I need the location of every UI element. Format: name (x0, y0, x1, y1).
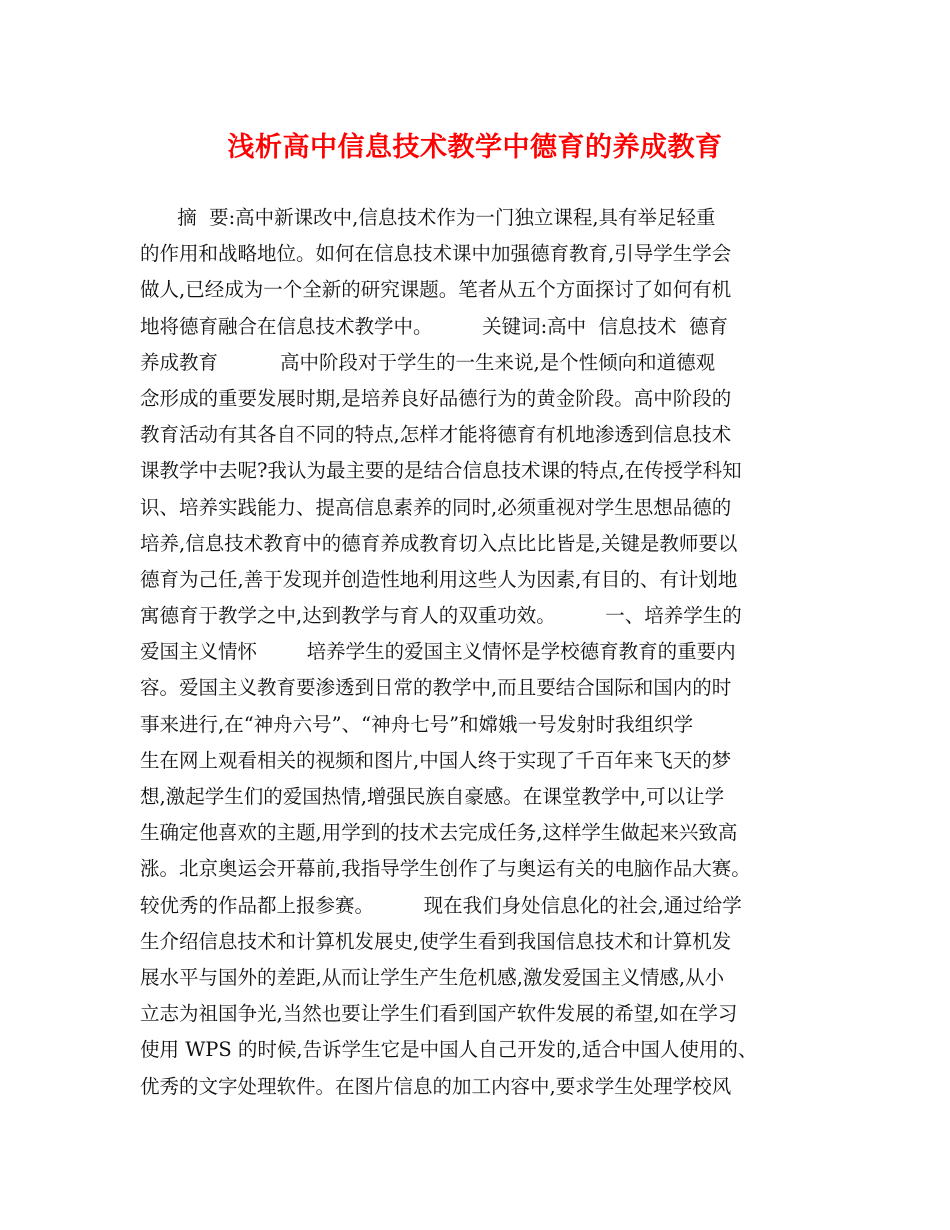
body-line: 教育活动有其各自不同的特点,怎样才能将德育有机地渗透到信息技术 (140, 423, 732, 447)
body-line: 优秀的文字处理软件。在图片信息的加工内容中,要求学生处理学校风 (140, 1074, 732, 1098)
body-line: 较优秀的作品都上报参赛。 现在我们身处信息化的社会,通过给学 (140, 893, 742, 917)
body-line: 生介绍信息技术和计算机发展史,使学生看到我国信息技术和计算机发 (140, 929, 732, 953)
body-line: 课教学中去呢?我认为最主要的是结合信息技术课的特点,在传授学科知 (140, 459, 742, 483)
body-line: 事来进行,在“神舟六号”、“神舟七号”和嫦娥一号发射时我组织学 (140, 712, 694, 736)
body-line: 生在网上观看相关的视频和图片,中国人终于实现了千百年来飞天的梦 (140, 748, 732, 772)
body-line: 德育为己任,善于发现并创造性地利用这些人为因素,有目的、有计划地 (140, 567, 738, 591)
body-line: 涨。北京奥运会开幕前,我指导学生创作了与奥运有关的电脑作品大赛。 (140, 857, 751, 881)
body-line: 生确定他喜欢的主题,用学到的技术去完成任务,这样学生做起来兴致高 (140, 821, 738, 845)
document-body (140, 200, 820, 1105)
body-line: 养成教育 高中阶段对于学生的一生来说,是个性倾向和道德观 (140, 350, 716, 374)
body-line: 培养,信息技术教育中的德育养成教育切入点比比皆是,关键是教师要以 (140, 531, 738, 555)
document-title: 浅析高中信息技术教学中德育的养成教育 (227, 132, 723, 163)
body-line: 摘 要:高中新课改中,信息技术作为一门独立课程,具有举足轻重 (140, 206, 716, 229)
body-line: 容。爱国主义教育要渗透到日常的教学中,而且要结合国际和国内的时 (140, 676, 732, 700)
body-line: 识、培养实践能力、提高信息素养的同时,必须重视对学生思想品德的 (140, 495, 732, 519)
body-line: 展水平与国外的差距,从而让学生产生危机感,激发爱国主义情感,从小 (140, 965, 725, 989)
body-line: 想,激起学生们的爱国热情,增强民族自豪感。在课堂教学中,可以让学 (140, 785, 725, 808)
body-line: 做人,已经成为一个全新的研究课题。笔者从五个方面探讨了如何有机 (140, 278, 732, 302)
body-line: 寓德育于教学之中,达到教学与育人的双重功效。 一、培养学生的 (140, 604, 742, 628)
body-line: 立志为祖国争光,当然也要让学生们看到国产软件发展的希望,如在学习 (140, 1002, 738, 1026)
body-line: 爱国主义情怀 培养学生的爱国主义情怀是学校德育教育的重要内 (140, 640, 736, 664)
body-line: 念形成的重要发展时期,是培养良好品德行为的黄金阶段。高中阶段的 (140, 386, 732, 410)
body-line: 使用 WPS 的时候,告诉学生它是中国人自己开发的,适合中国人使用的、 (140, 1038, 758, 1062)
body-line: 地将德育融合在信息技术教学中。 关键词:高中 信息技术 德育 (140, 314, 728, 338)
body-line: 的作用和战略地位。如何在信息技术课中加强德育教育,引导学生学会 (140, 242, 732, 266)
